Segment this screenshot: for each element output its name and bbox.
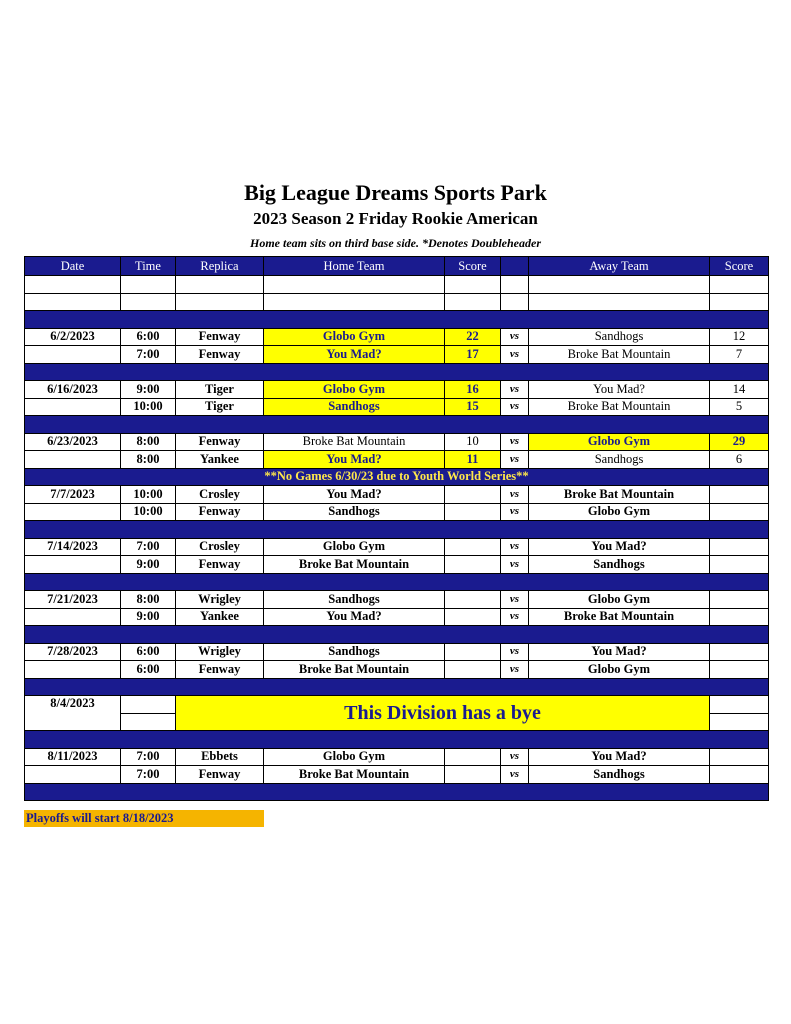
home-team: You Mad? [264, 346, 445, 364]
home-team: Sandhogs [264, 643, 445, 661]
page-subtitle: 2023 Season 2 Friday Rookie American [253, 209, 538, 228]
schedule-note: Home team sits on third base side. *Denotes Doubleheader [250, 236, 541, 250]
home-team: Broke Bat Mountain [264, 766, 445, 784]
away-score [710, 661, 769, 679]
game-time: 6:00 [121, 661, 176, 679]
game-replica: Crosley [176, 486, 264, 504]
home-team: You Mad? [264, 486, 445, 504]
game-time: 7:00 [121, 346, 176, 364]
game-replica: Fenway [176, 433, 264, 451]
game-replica: Yankee [176, 451, 264, 469]
home-team: You Mad? [264, 608, 445, 626]
game-date: 6/16/2023 [25, 381, 121, 399]
game-replica: Fenway [176, 328, 264, 346]
game-date [25, 503, 121, 521]
away-score: 12 [710, 328, 769, 346]
home-score [445, 503, 501, 521]
col-date: Date [25, 257, 121, 276]
home-score: 16 [445, 381, 501, 399]
header-row [25, 257, 769, 276]
vs-label: vs [501, 608, 529, 626]
table-row [25, 346, 769, 364]
game-date: 7/14/2023 [25, 538, 121, 556]
schedule-table [24, 256, 769, 801]
home-team: Broke Bat Mountain [264, 661, 445, 679]
away-score [710, 766, 769, 784]
game-replica: Tiger [176, 398, 264, 416]
home-team: Sandhogs [264, 398, 445, 416]
table-row [25, 608, 769, 626]
away-team: Sandhogs [529, 451, 710, 469]
away-score [710, 643, 769, 661]
away-score: 6 [710, 451, 769, 469]
away-score [710, 608, 769, 626]
table-row [25, 766, 769, 784]
game-date [25, 398, 121, 416]
separator-row [25, 626, 769, 644]
vs-label: vs [501, 661, 529, 679]
separator-row [25, 678, 769, 696]
vs-label: vs [501, 328, 529, 346]
home-score [445, 608, 501, 626]
away-team: You Mad? [529, 643, 710, 661]
game-date [25, 608, 121, 626]
away-score: 29 [710, 433, 769, 451]
game-replica: Tiger [176, 381, 264, 399]
away-score [710, 503, 769, 521]
game-time: 8:00 [121, 591, 176, 609]
separator-row [25, 416, 769, 434]
away-team: You Mad? [529, 538, 710, 556]
home-score [445, 766, 501, 784]
empty-row [25, 276, 769, 294]
away-team: Broke Bat Mountain [529, 346, 710, 364]
game-time: 9:00 [121, 608, 176, 626]
home-team: Sandhogs [264, 591, 445, 609]
away-team: Globo Gym [529, 591, 710, 609]
vs-label: vs [501, 451, 529, 469]
game-date [25, 451, 121, 469]
home-team: Globo Gym [264, 538, 445, 556]
bye-row [25, 696, 769, 714]
home-score [445, 748, 501, 766]
home-team: Broke Bat Mountain [264, 556, 445, 574]
away-score: 5 [710, 398, 769, 416]
separator-row [25, 311, 769, 329]
col-vs [501, 257, 529, 276]
table-row [25, 451, 769, 469]
vs-label: vs [501, 591, 529, 609]
home-score: 17 [445, 346, 501, 364]
game-replica: Fenway [176, 503, 264, 521]
table-row [25, 381, 769, 399]
away-team: Broke Bat Mountain [529, 486, 710, 504]
table-row [25, 661, 769, 679]
away-team: Sandhogs [529, 766, 710, 784]
away-score: 7 [710, 346, 769, 364]
away-score [710, 591, 769, 609]
vs-label: vs [501, 486, 529, 504]
away-team: Sandhogs [529, 328, 710, 346]
table-row [25, 643, 769, 661]
home-score [445, 556, 501, 574]
home-score [445, 486, 501, 504]
game-time: 7:00 [121, 538, 176, 556]
table-row [25, 538, 769, 556]
table-row [25, 503, 769, 521]
game-replica: Crosley [176, 538, 264, 556]
game-time: 7:00 [121, 766, 176, 784]
game-replica: Ebbets [176, 748, 264, 766]
game-replica: Wrigley [176, 591, 264, 609]
game-date [25, 766, 121, 784]
away-score [710, 486, 769, 504]
no-games-notice: **No Games 6/30/23 due to Youth World Series** [25, 468, 769, 486]
col-home-score: Score [445, 257, 501, 276]
bye-banner: This Division has a bye [176, 696, 710, 731]
separator-row [25, 521, 769, 539]
vs-label: vs [501, 748, 529, 766]
game-date: 7/28/2023 [25, 643, 121, 661]
game-time: 6:00 [121, 328, 176, 346]
page-title: Big League Dreams Sports Park [244, 180, 547, 205]
away-team: Broke Bat Mountain [529, 608, 710, 626]
home-score: 15 [445, 398, 501, 416]
away-team: Globo Gym [529, 661, 710, 679]
away-team: Globo Gym [529, 503, 710, 521]
separator-row [25, 783, 769, 801]
vs-label: vs [501, 433, 529, 451]
vs-label: vs [501, 503, 529, 521]
game-date [25, 346, 121, 364]
away-score [710, 556, 769, 574]
table-row [25, 556, 769, 574]
vs-label: vs [501, 398, 529, 416]
col-away-score: Score [710, 257, 769, 276]
home-score [445, 591, 501, 609]
vs-label: vs [501, 346, 529, 364]
separator-row [25, 731, 769, 749]
separator-row [25, 363, 769, 381]
table-row [25, 748, 769, 766]
col-home-team: Home Team [264, 257, 445, 276]
notice-row [25, 468, 769, 486]
home-team: Globo Gym [264, 381, 445, 399]
home-score: 11 [445, 451, 501, 469]
table-row [25, 591, 769, 609]
game-date [25, 661, 121, 679]
home-score: 10 [445, 433, 501, 451]
home-score [445, 538, 501, 556]
game-time: 8:00 [121, 451, 176, 469]
game-replica: Fenway [176, 556, 264, 574]
vs-label: vs [501, 643, 529, 661]
game-date: 6/2/2023 [25, 328, 121, 346]
away-score [710, 538, 769, 556]
home-team: Broke Bat Mountain [264, 433, 445, 451]
table-row [25, 433, 769, 451]
game-replica: Fenway [176, 346, 264, 364]
away-team: Sandhogs [529, 556, 710, 574]
away-score: 14 [710, 381, 769, 399]
home-score: 22 [445, 328, 501, 346]
game-time: 9:00 [121, 381, 176, 399]
home-team: You Mad? [264, 451, 445, 469]
away-team: You Mad? [529, 748, 710, 766]
bye-date: 8/4/2023 [25, 696, 121, 731]
home-team: Globo Gym [264, 748, 445, 766]
game-replica: Yankee [176, 608, 264, 626]
game-time: 7:00 [121, 748, 176, 766]
game-replica: Wrigley [176, 643, 264, 661]
game-date: 7/7/2023 [25, 486, 121, 504]
away-team: You Mad? [529, 381, 710, 399]
game-replica: Fenway [176, 766, 264, 784]
table-row [25, 328, 769, 346]
home-score [445, 643, 501, 661]
game-date [25, 556, 121, 574]
empty-row [25, 293, 769, 311]
col-replica: Replica [176, 257, 264, 276]
vs-label: vs [501, 556, 529, 574]
game-time: 8:00 [121, 433, 176, 451]
home-team: Globo Gym [264, 328, 445, 346]
table-row [25, 398, 769, 416]
game-time: 10:00 [121, 398, 176, 416]
playoffs-note: Playoffs will start 8/18/2023 [24, 810, 264, 827]
vs-label: vs [501, 538, 529, 556]
game-time: 10:00 [121, 486, 176, 504]
separator-row [25, 573, 769, 591]
vs-label: vs [501, 381, 529, 399]
away-team: Globo Gym [529, 433, 710, 451]
home-score [445, 661, 501, 679]
game-date: 7/21/2023 [25, 591, 121, 609]
home-team: Sandhogs [264, 503, 445, 521]
table-row [25, 486, 769, 504]
game-replica: Fenway [176, 661, 264, 679]
away-score [710, 748, 769, 766]
game-time: 10:00 [121, 503, 176, 521]
game-time: 9:00 [121, 556, 176, 574]
away-team: Broke Bat Mountain [529, 398, 710, 416]
game-date: 6/23/2023 [25, 433, 121, 451]
col-away-team: Away Team [529, 257, 710, 276]
vs-label: vs [501, 766, 529, 784]
game-time: 6:00 [121, 643, 176, 661]
col-time: Time [121, 257, 176, 276]
game-date: 8/11/2023 [25, 748, 121, 766]
